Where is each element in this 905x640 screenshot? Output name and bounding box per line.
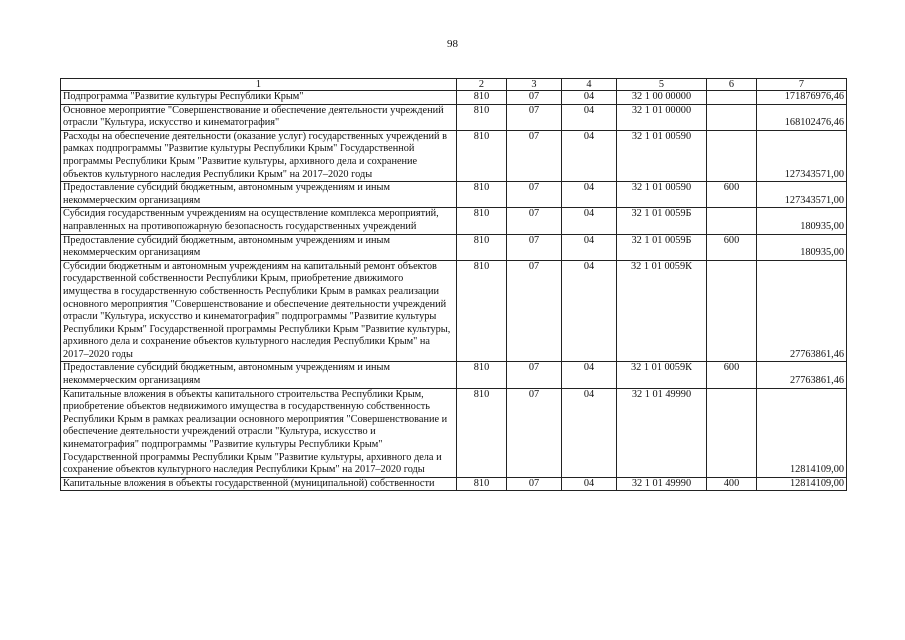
cell-ministry-code: 810 <box>457 362 507 388</box>
cell-target-article: 32 1 00 00000 <box>617 91 707 105</box>
cell-section: 07 <box>507 477 562 491</box>
table-row <box>61 234 847 260</box>
cell-section: 07 <box>507 104 562 130</box>
cell-target-article: 32 1 01 00000 <box>617 104 707 130</box>
cell-name: Предоставление субсидий бюджетным, автономным учреждениям и иным некоммерческим организациям <box>61 362 457 388</box>
cell-ministry-code: 810 <box>457 208 507 234</box>
cell-amount: 127343571,00 <box>757 130 847 181</box>
cell-section: 07 <box>507 91 562 105</box>
table-row <box>61 208 847 234</box>
cell-section: 07 <box>507 388 562 477</box>
column-header: 7 <box>757 79 847 91</box>
cell-ministry-code: 810 <box>457 182 507 208</box>
cell-amount: 12814109,00 <box>757 388 847 477</box>
table-header-row <box>61 79 847 91</box>
cell-subsection: 04 <box>562 234 617 260</box>
cell-name: Подпрограмма "Развитие культуры Республики Крым" <box>61 91 457 105</box>
cell-subsection: 04 <box>562 104 617 130</box>
cell-subsection: 04 <box>562 260 617 362</box>
cell-subsection: 04 <box>562 477 617 491</box>
budget-table <box>60 78 847 491</box>
cell-name: Основное мероприятие "Совершенствование и обеспечение деятельности учреждений отрасли "Культура, искусство и кинематография" <box>61 104 457 130</box>
cell-name: Субсидии бюджетным и автономным учреждениям на капитальный ремонт объектов государственной собственности Республики Крым, приобретение движимого имущества в государственную собственность Республики Крым в рамках реализации основного мероприятия "Совершенствование и обеспечение деятельности учреждений отрасли "Культура, искусство и кинематография" подпрограммы "Развитие культуры Республики Крым" Государственной программы Республики Крым "Развитие культуры, архивного дела и сохранение объектов культурного наследия Республики Крым" на 2017–2020 годы <box>61 260 457 362</box>
cell-expense-type: 600 <box>707 362 757 388</box>
cell-target-article: 32 1 01 49990 <box>617 388 707 477</box>
cell-expense-type <box>707 91 757 105</box>
cell-target-article: 32 1 01 00590 <box>617 182 707 208</box>
cell-name: Субсидия государственным учреждениям на осуществление комплекса мероприятий, направленных на противопожарную безопасность государственных учреждений <box>61 208 457 234</box>
cell-amount: 127343571,00 <box>757 182 847 208</box>
cell-target-article: 32 1 01 0059Б <box>617 234 707 260</box>
cell-section: 07 <box>507 362 562 388</box>
table-row <box>61 130 847 181</box>
cell-name: Предоставление субсидий бюджетным, автономным учреждениям и иным некоммерческим организациям <box>61 234 457 260</box>
cell-target-article: 32 1 01 49990 <box>617 477 707 491</box>
cell-expense-type <box>707 130 757 181</box>
cell-amount: 168102476,46 <box>757 104 847 130</box>
column-header: 3 <box>507 79 562 91</box>
column-header: 1 <box>61 79 457 91</box>
page-number: 98 <box>447 38 458 50</box>
cell-expense-type <box>707 104 757 130</box>
cell-subsection: 04 <box>562 182 617 208</box>
cell-name: Капитальные вложения в объекты капитального строительства Республики Крым, приобретение объектов недвижимого имущества в государственную собственность Республики Крым в рамках реализации основного мероприятия "Совершенствование и обеспечение деятельности учреждений отрасли "Культура, искусство и кинематография" подпрограммы "Развитие культуры Республики Крым" Государственной программы Республики Крым "Развитие культуры, архивного дела и сохранение объектов культурного наследия Республики Крым" на 2017–2020 годы <box>61 388 457 477</box>
cell-amount: 27763861,46 <box>757 362 847 388</box>
table-row <box>61 104 847 130</box>
column-header: 6 <box>707 79 757 91</box>
column-header: 4 <box>562 79 617 91</box>
cell-ministry-code: 810 <box>457 104 507 130</box>
cell-expense-type <box>707 208 757 234</box>
cell-amount: 171876976,46 <box>757 91 847 105</box>
cell-expense-type <box>707 388 757 477</box>
cell-target-article: 32 1 01 0059К <box>617 260 707 362</box>
cell-ministry-code: 810 <box>457 388 507 477</box>
table-row <box>61 362 847 388</box>
cell-expense-type: 600 <box>707 234 757 260</box>
column-header: 2 <box>457 79 507 91</box>
cell-section: 07 <box>507 260 562 362</box>
cell-ministry-code: 810 <box>457 260 507 362</box>
table-row <box>61 182 847 208</box>
table-row <box>61 477 847 491</box>
cell-ministry-code: 810 <box>457 91 507 105</box>
cell-amount: 12814109,00 <box>757 477 847 491</box>
cell-ministry-code: 810 <box>457 130 507 181</box>
cell-section: 07 <box>507 234 562 260</box>
table-row <box>61 91 847 105</box>
cell-target-article: 32 1 01 0059К <box>617 362 707 388</box>
cell-name: Капитальные вложения в объекты государственной (муниципальной) собственности <box>61 477 457 491</box>
cell-subsection: 04 <box>562 91 617 105</box>
cell-subsection: 04 <box>562 208 617 234</box>
cell-subsection: 04 <box>562 388 617 477</box>
cell-expense-type <box>707 260 757 362</box>
cell-amount: 27763861,46 <box>757 260 847 362</box>
table-row <box>61 260 847 362</box>
cell-section: 07 <box>507 130 562 181</box>
cell-target-article: 32 1 01 0059Б <box>617 208 707 234</box>
column-header: 5 <box>617 79 707 91</box>
cell-ministry-code: 810 <box>457 477 507 491</box>
cell-name: Предоставление субсидий бюджетным, автономным учреждениям и иным некоммерческим организациям <box>61 182 457 208</box>
cell-amount: 180935,00 <box>757 208 847 234</box>
cell-section: 07 <box>507 182 562 208</box>
table-row <box>61 388 847 477</box>
cell-name: Расходы на обеспечение деятельности (оказание услуг) государственных учреждений в рамках подпрограммы "Развитие культуры Республики Крым" Государственной программы Республики Крым "Развитие культуры, архивного дела и сохранение объектов культурного наследия Республики Крым" на 2017–2020 годы <box>61 130 457 181</box>
cell-target-article: 32 1 01 00590 <box>617 130 707 181</box>
cell-subsection: 04 <box>562 130 617 181</box>
cell-expense-type: 400 <box>707 477 757 491</box>
cell-subsection: 04 <box>562 362 617 388</box>
cell-ministry-code: 810 <box>457 234 507 260</box>
cell-amount: 180935,00 <box>757 234 847 260</box>
cell-section: 07 <box>507 208 562 234</box>
cell-expense-type: 600 <box>707 182 757 208</box>
